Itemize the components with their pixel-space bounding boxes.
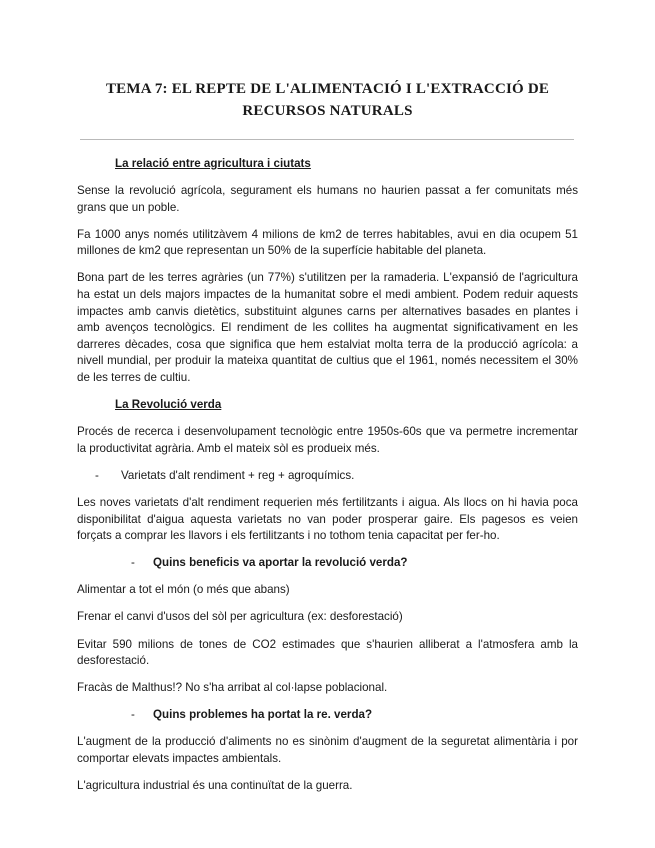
page-title xyxy=(60,78,595,122)
question-text: Quins beneficis va aportar la revolució verda? xyxy=(153,556,408,570)
bullet-dash: - xyxy=(131,708,135,722)
bullet-dash: - xyxy=(95,468,99,482)
paragraph: Evitar 590 milions de tones de CO2 estimades que s'haurien alliberat a l'atmosfera amb la desforestació. xyxy=(77,637,578,668)
paragraph: Fa 1000 anys només utilitzàvem 4 milions de km2 de terres habitables, avui en dia ocupem 51 millones de km2 que representan un 50% de la superfície habitable del planeta. xyxy=(77,227,578,258)
question-text: Quins problemes ha portat la re. verda? xyxy=(153,708,373,722)
horizontal-divider xyxy=(80,139,574,140)
paragraph: Frenar el canvi d'usos del sòl per agricultura (ex: desforestació) xyxy=(77,610,403,624)
section-heading-green-revolution: La Revolució verda xyxy=(115,398,222,412)
paragraph: L'agricultura industrial és una continuïtat de la guerra. xyxy=(77,779,353,793)
bullet-text: Varietats d'alt rendiment + reg + agroquímics. xyxy=(121,468,355,482)
paragraph: Fracàs de Malthus!? No s'ha arribat al col·lapse poblacional. xyxy=(77,681,388,695)
document-body xyxy=(77,156,578,805)
paragraph: Procés de recerca i desenvolupament tecnològic entre 1950s-60s que va permetre incrementar la productivitat agrària. Amb el mateix sòl es produeix més. xyxy=(77,425,578,455)
bullet-item xyxy=(95,468,578,485)
question-heading-problems xyxy=(131,707,578,724)
paragraph: Sense la revolució agrícola, segurament els humans no haurien passat a fer comunitats més grans que un poble. xyxy=(77,184,578,214)
bullet-dash: - xyxy=(131,556,135,570)
section-heading-agriculture-cities: La relació entre agricultura i ciutats xyxy=(115,157,311,170)
title-line-1: TEMA 7: EL REPTE DE L'ALIMENTACIÓ I L'EXTRACCIÓ DE xyxy=(105,81,550,97)
title-line-2: RECURSOS NATURALS xyxy=(242,103,413,119)
paragraph: Bona part de les terres agràries (un 77%) s'utilitzen per la ramaderia. L'expansió de l'agricultura ha estat un dels majors impactes de la humanitat sobre el medi ambient. Podem reduir aquests impactes amb canvis dietètics, substituint algunes carns per alternatives basades en plantes i amb avenços tecnològics. El rendiment de les collites ha augmentat significativament en les darreres dècades, cosa que significa que hem estalviat molta terra de la producció agrícola: a nivell mundial, per produir la mateixa quantitat de cultius que el 1961, només necessitem el 30% de les terres de cultiu. xyxy=(77,271,578,385)
paragraph: Alimentar a tot el món (o més que abans) xyxy=(77,583,290,597)
question-heading-benefits xyxy=(131,555,578,572)
paragraph: Les noves varietats d'alt rendiment requerien més fertilitzants i aigua. Als llocs on hi havia poca disponibilitat d'aigua aquesta varietats no van poder prosperar gaire. Els pagesos es veien forçats a comprar les llavors i els fertilitzants i no tothom tenia capacitat per fer-ho. xyxy=(77,496,578,543)
paragraph: L'augment de la producció d'aliments no es sinònim d'augment de la seguretat alimentària i por comportar elevats impactes ambientals. xyxy=(77,735,578,766)
